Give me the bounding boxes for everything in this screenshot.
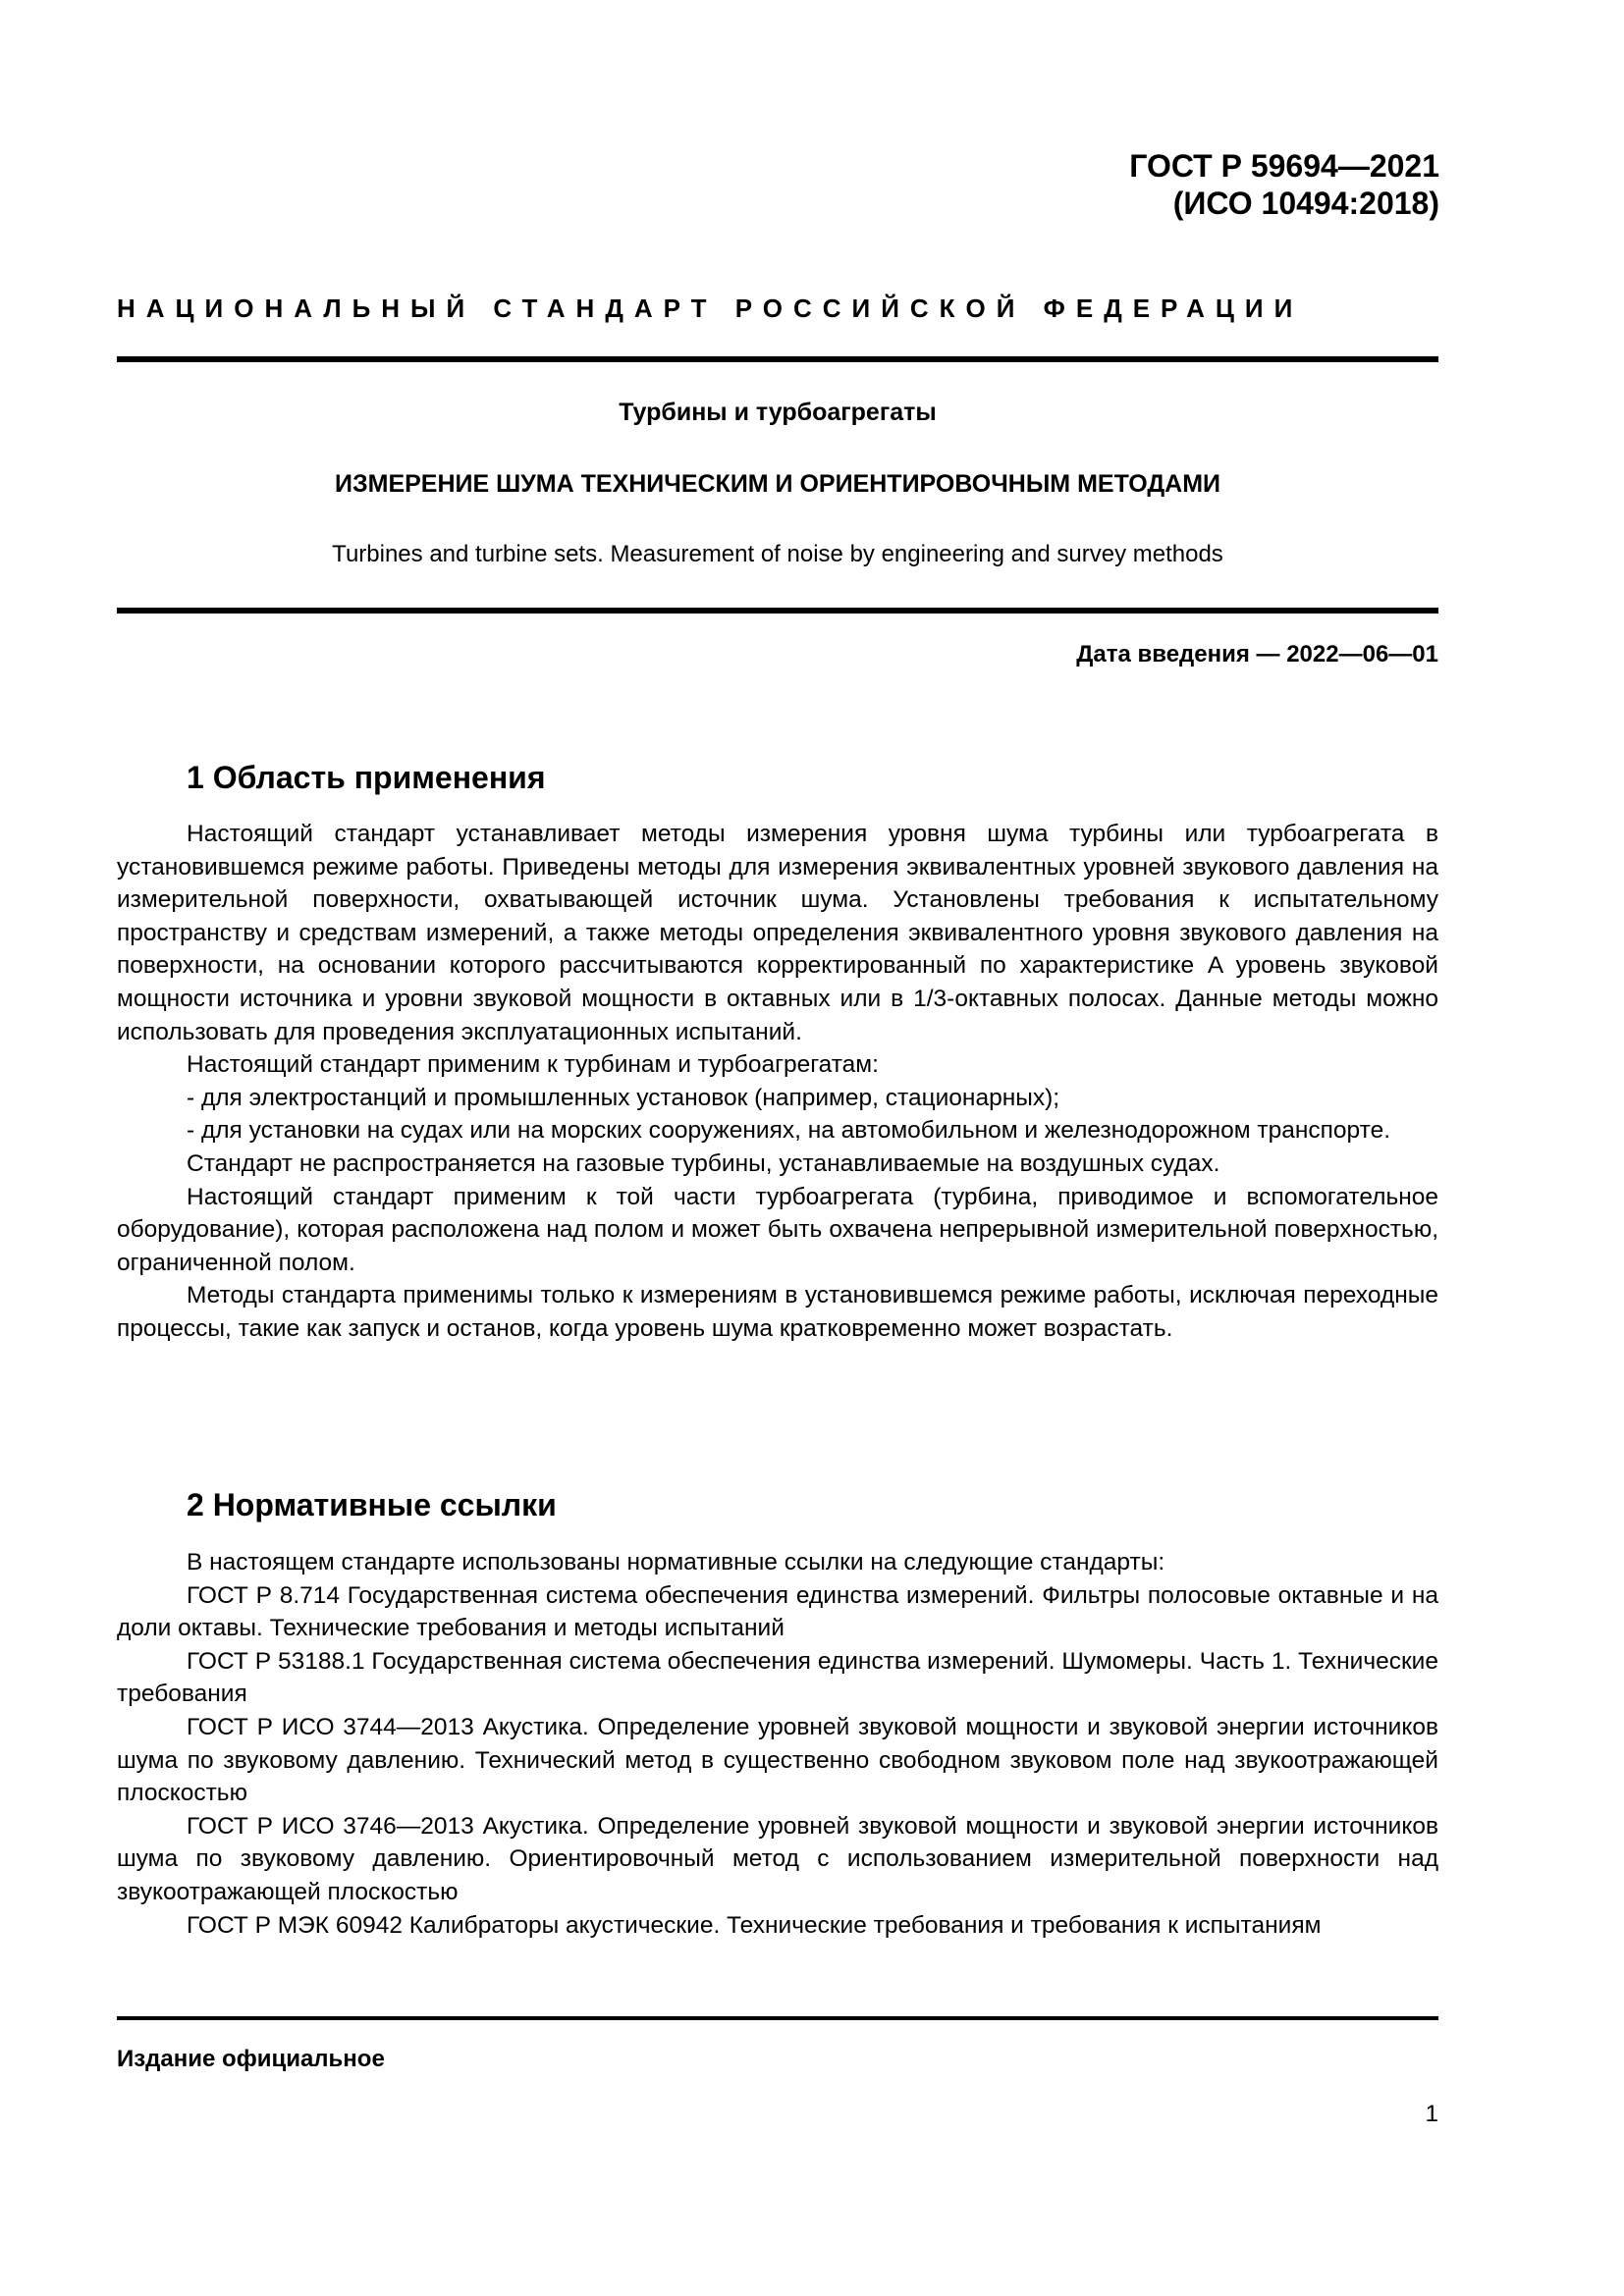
introduction-date: Дата введения — 2022—06—01	[1076, 641, 1438, 667]
standard-group-title: Турбины и турбоагрегаты	[619, 399, 937, 426]
section-heading-scope: 1 Область применения	[187, 760, 546, 795]
paragraph: Стандарт не распространяется на газовые турбины, устанавливаемые на воздушных судах.	[187, 1149, 1220, 1177]
designation-line-1: ГОСТ Р 59694—2021	[1129, 148, 1439, 184]
list-item: - для электростанций и промышленных установок (например, стационарных);	[187, 1084, 1060, 1111]
reference-item: ГОСТ Р ИСО 3746—2013 Акустика. Определение уровней звуковой мощности и звуковой энергии источников шума по звуковому давлению. Ориентировочный метод с использованием измерительной поверхности над звукоотражающей плоскостью	[117, 1812, 1438, 1905]
english-title: Turbines and turbine sets. Measurement of noise by engineering and survey methods	[332, 541, 1223, 567]
section-body-normative-references	[117, 1546, 1438, 1942]
standard-main-title: ИЗМЕРЕНИЕ ШУМА ТЕХНИЧЕСКИМ И ОРИЕНТИРОВОЧНЫМ МЕТОДАМИ	[335, 470, 1220, 498]
title-rule	[117, 608, 1438, 614]
list-item: - для установки на судах или на морских сооружениях, на автомобильном и железнодорожном транспорте.	[187, 1117, 1391, 1145]
reference-item: ГОСТ Р 8.714 Государственная система обеспечения единства измерений. Фильтры полосовые октавные и на доли октавы. Технические требования и методы испытаний	[117, 1581, 1438, 1642]
footer-rule	[117, 2016, 1438, 2020]
standard-designation	[1129, 147, 1439, 222]
national-standard-banner: НАЦИОНАЛЬНЫЙ СТАНДАРТ РОССИЙСКОЙ ФЕДЕРАЦИИ	[117, 294, 1304, 323]
paragraph: Настоящий стандарт применим к турбинам и турбоагрегатам:	[187, 1051, 879, 1079]
designation-line-2: (ИСО 10494:2018)	[1172, 186, 1439, 221]
paragraph: Настоящий стандарт устанавливает методы измерения уровня шума турбины или турбоагрегата в установившемся режиме работы. Приведены методы для измерения эквивалентных уровней звукового давления на измерительной поверхности, охватывающей источник шума. Установлены требования к испытательному пространству и средствам измерений, а также методы определения эквивалентного уровня звукового давления на поверхности, на основании которого рассчитываются корректированный по характеристике A уровень звуковой мощности источника и уровни звуковой мощности в октавных или в 1/3-октавных полосах. Данные методы можно использовать для проведения эксплуатационных испытаний.	[117, 821, 1438, 1045]
paragraph: Настоящий стандарт применим к той части турбоагрегата (турбина, приводимое и вспомогательное оборудование), которая расположена над полом и может быть охвачена непрерывной измерительной поверхностью, ограниченной полом.	[117, 1183, 1438, 1276]
official-edition-label: Издание официальное	[117, 2046, 385, 2072]
paragraph: В настоящем стандарте использованы нормативные ссылки на следующие стандарты:	[187, 1549, 1165, 1575]
page-number: 1	[1425, 2101, 1438, 2127]
paragraph: Методы стандарта применимы только к измерениям в установившемся режиме работы, исключая переходные процессы, такие как запуск и останов, когда уровень шума кратковременно может возрастать.	[117, 1282, 1438, 1342]
section-body-scope	[117, 818, 1438, 1346]
reference-item: ГОСТ Р ИСО 3744—2013 Акустика. Определение уровней звуковой мощности и звуковой энергии источников шума по звуковому давлению. Технический метод в существенно свободном звуковом поле над звукоотражающей плоскостью	[117, 1713, 1438, 1807]
reference-item: ГОСТ Р МЭК 60942 Калибраторы акустические. Технические требования и требования к испытаниям	[187, 1911, 1322, 1939]
reference-item: ГОСТ Р 53188.1 Государственная система обеспечения единства измерений. Шумомеры. Часть 1. Технические требования	[117, 1647, 1438, 1708]
top-rule	[117, 356, 1438, 362]
section-heading-normative-references: 2 Нормативные ссылки	[187, 1487, 557, 1522]
